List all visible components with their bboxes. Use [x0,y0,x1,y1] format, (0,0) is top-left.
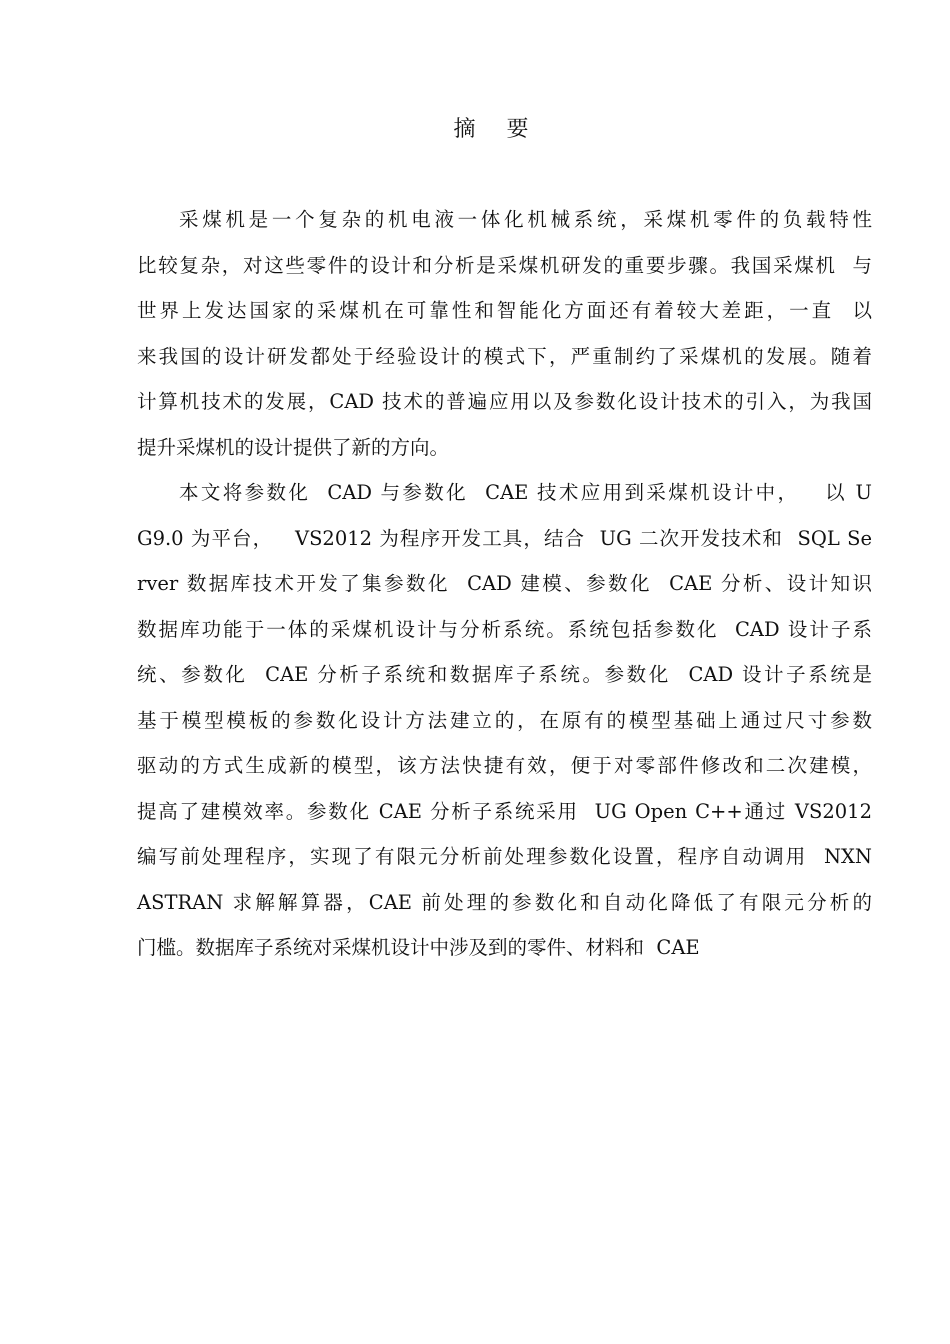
text-line: 本文将参数化 CAD 与参数化 CAE 技术应用到采煤机设计中， 以 U [179,481,872,504]
text-line: 门槛。数据库子系统对采煤机设计中涉及到的零件、材料和 CAE [137,936,700,959]
abstract-title: 摘 要 [453,117,541,142]
text-line: 驱动的方式生成新的模型，该方法快捷有效，便于对零部件修改和二次建模， [137,754,872,777]
text-line: 来我国的设计研发都处于经验设计的模式下，严重制约了采煤机的发展。随着 [137,344,872,368]
abstract-body [137,204,872,978]
text-line: 基于模型模板的参数化设计方法建立的，在原有的模型基础上通过尺寸参数 [137,708,872,732]
text-line: 提升采煤机的设计提供了新的方向。 [137,435,450,459]
text-line: 世界上发达国家的采煤机在可靠性和智能化方面还有着较大差距，一直 以 [137,299,872,322]
text-line: 编写前处理程序，实现了有限元分析前处理参数化设置，程序自动调用 NXN [137,845,872,868]
text-line: 比较复杂，对这些零件的设计和分析是采煤机研发的重要步骤。我国采煤机 与 [137,253,872,277]
text-line: G9.0 为平台， VS2012 为程序开发工具，结合 UG 二次开发技术和 SQL Se [137,526,872,550]
text-line: rver 数据库技术开发了集参数化 CAD 建模、参数化 CAE 分析、设计知识 [137,572,872,595]
text-line: 统、参数化 CAE 分析子系统和数据库子系统。参数化 CAD 设计子系统是 [137,663,872,686]
text-line: 计算机技术的发展，CAD 技术的普遍应用以及参数化设计技术的引入，为我国 [137,390,872,413]
text-line: 数据库功能于一体的采煤机设计与分析系统。系统包括参数化 CAD 设计子系 [137,617,872,641]
text-line: ASTRAN 求解解算器，CAE 前处理的参数化和自动化降低了有限元分析的 [137,890,872,914]
text-line: 采煤机是一个复杂的机电液一体化机械系统，采煤机零件的负载特性 [179,208,872,231]
paragraph-1 [137,204,872,477]
paragraph-2 [137,477,872,978]
text-line: 提高了建模效率。参数化 CAE 分析子系统采用 UG Open C++通过 VS2012 [137,799,872,823]
